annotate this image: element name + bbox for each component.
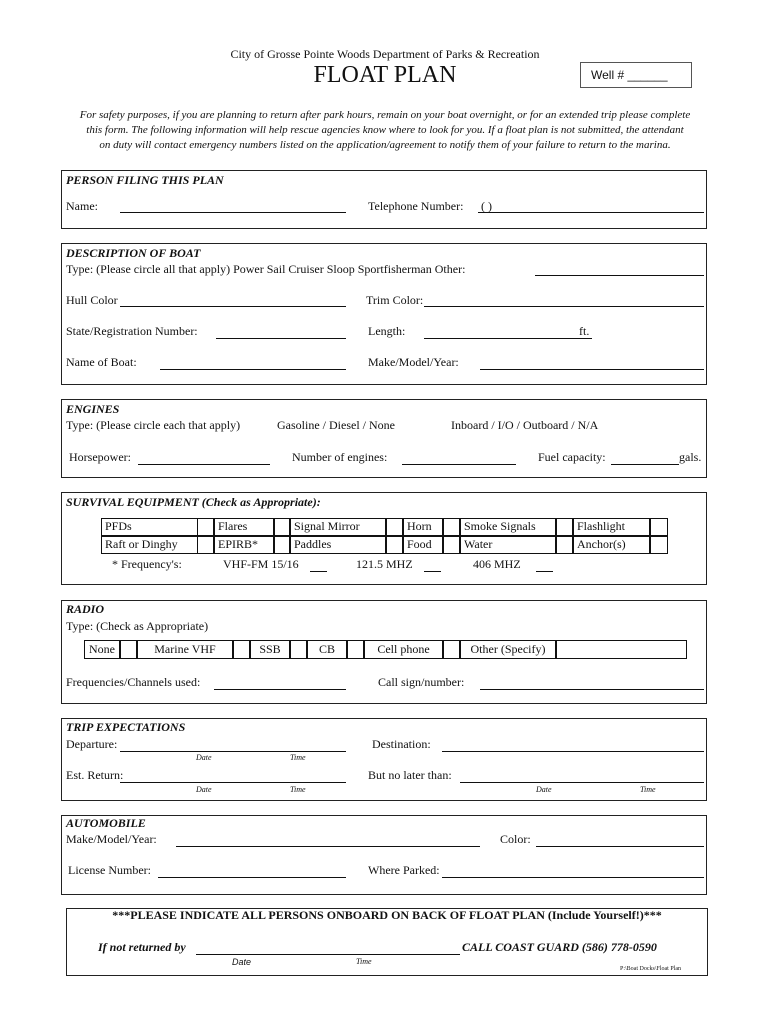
footer-time-caption: Time — [356, 957, 372, 966]
frequency-vhf-check[interactable] — [310, 571, 327, 572]
radio-heading: RADIO — [66, 602, 105, 616]
equipment-label: Paddles — [290, 536, 386, 554]
no-later-than-label: But no later than: — [368, 768, 452, 782]
auto-make-input[interactable] — [176, 846, 480, 847]
make-model-year-input[interactable] — [480, 369, 704, 370]
file-path-text: P:\Boat Docks\Float Plan — [620, 966, 682, 972]
name-input[interactable] — [120, 212, 346, 213]
return-time-caption: Time — [290, 785, 306, 794]
make-model-year-label: Make/Model/Year: — [368, 355, 459, 369]
equipment-checkbox-water[interactable] — [556, 536, 573, 554]
equipment-label: Smoke Signals — [460, 518, 556, 536]
survival-heading: SURVIVAL EQUIPMENT (Check as Appropriate): — [66, 495, 321, 509]
frequency-406-label: 406 MHZ — [473, 557, 521, 571]
engine-count-input[interactable] — [402, 464, 516, 465]
length-input[interactable] — [424, 338, 592, 339]
radio-checkbox-marine-vhf[interactable] — [233, 640, 250, 659]
equipment-checkbox-signal-mirror[interactable] — [386, 518, 403, 536]
length-label: Length: — [368, 324, 406, 338]
radio-option-label: SSB — [250, 640, 290, 659]
equipment-checkbox-paddles[interactable] — [386, 536, 403, 554]
equipment-label: Flares — [214, 518, 274, 536]
boat-type-line: Type: (Please circle all that apply) Power Sail Cruiser Sloop Sportfisherman Other: — [66, 262, 466, 276]
departure-date-caption: Date — [196, 753, 212, 762]
equipment-label: Raft or Dinghy — [101, 536, 214, 554]
frequency-vhf-label: VHF-FM 15/16 — [223, 557, 299, 571]
trim-color-input[interactable] — [424, 306, 704, 307]
equipment-label: Signal Mirror — [290, 518, 386, 536]
coast-guard-contact: CALL COAST GUARD (586) 778-0590 — [462, 940, 657, 954]
radio-option-label: Other (Specify) — [460, 640, 556, 659]
hull-color-input[interactable] — [120, 306, 346, 307]
destination-label: Destination: — [372, 737, 431, 751]
frequency-121-label: 121.5 MHZ — [356, 557, 413, 571]
registration-input[interactable] — [216, 338, 346, 339]
frequencies-label: Frequencies/Channels used: — [66, 675, 201, 689]
equipment-label: Flashlight — [573, 518, 650, 536]
est-return-label: Est. Return: — [66, 768, 124, 782]
equipment-checkbox-anchor[interactable] — [650, 536, 668, 554]
return-date-caption: Date — [196, 785, 212, 794]
frequency-121-check[interactable] — [424, 571, 441, 572]
hull-color-label: Hull Color — [66, 293, 118, 307]
engines-section — [61, 399, 707, 478]
no-later-than-input[interactable] — [460, 782, 704, 783]
equipment-checkbox-flashlight[interactable] — [650, 518, 668, 536]
page-title: FLOAT PLAN — [313, 62, 457, 88]
boat-name-label: Name of Boat: — [66, 355, 137, 369]
engines-heading: ENGINES — [66, 402, 120, 416]
fuel-type-options[interactable]: Gasoline / Diesel / None — [277, 418, 395, 432]
nolater-time-caption: Time — [640, 785, 656, 794]
radio-option-label: Marine VHF — [137, 640, 233, 659]
engine-type-line: Type: (Please circle each that apply) — [66, 418, 241, 432]
equipment-label: Anchor(s) — [573, 536, 650, 554]
equipment-checkbox-flares[interactable] — [274, 518, 290, 536]
intro-text-line-3: on duty will contact emergency numbers listed on the application/agreement to notify them of your failure to return to the marina. — [99, 139, 671, 151]
destination-input[interactable] — [442, 751, 704, 752]
call-sign-label: Call sign/number: — [378, 675, 465, 689]
trim-color-label: Trim Color: — [366, 293, 424, 307]
radio-checkbox-none[interactable] — [120, 640, 137, 659]
license-label: License Number: — [68, 863, 151, 877]
equipment-label: EPIRB* — [214, 536, 274, 554]
ft-label: ft. — [579, 324, 590, 338]
fuel-capacity-label: Fuel capacity: — [538, 450, 606, 464]
equipment-label: PFDs — [101, 518, 214, 536]
telephone-input[interactable] — [478, 212, 704, 213]
departure-label: Departure: — [66, 737, 118, 751]
radio-option-label: CB — [307, 640, 347, 659]
boat-heading: DESCRIPTION OF BOAT — [66, 246, 201, 260]
est-return-input[interactable] — [120, 782, 346, 783]
mount-type-options[interactable]: Inboard / I/O / Outboard / N/A — [451, 418, 599, 432]
horsepower-input[interactable] — [138, 464, 270, 465]
frequency-label: * Frequency's: — [112, 557, 182, 571]
departure-time-caption: Time — [290, 753, 306, 762]
equipment-checkbox-raft[interactable] — [197, 536, 214, 554]
radio-option-label: None — [84, 640, 120, 659]
nolater-date-caption: Date — [536, 785, 552, 794]
telephone-label: Telephone Number: — [368, 199, 464, 213]
intro-text-line-2: this form. The following information will help rescue agencies know where to look for you. If a float plan is not submitted, the attendant — [86, 124, 684, 136]
name-label: Name: — [66, 199, 98, 213]
radio-type-line: Type: (Check as Appropriate) — [66, 619, 209, 633]
radio-checkbox-ssb[interactable] — [290, 640, 307, 659]
gals-label: gals. — [679, 450, 702, 464]
if-not-returned-label: If not returned by — [98, 940, 186, 954]
equipment-checkbox-pfds[interactable] — [197, 518, 214, 536]
fuel-capacity-input[interactable] — [611, 464, 679, 465]
footer-date-caption: Date — [232, 957, 252, 967]
radio-option-label: Cell phone — [364, 640, 443, 659]
equipment-checkbox-food[interactable] — [443, 536, 460, 554]
radio-checkbox-cb[interactable] — [347, 640, 364, 659]
engine-count-label: Number of engines: — [292, 450, 388, 464]
radio-checkbox-cell-phone[interactable] — [443, 640, 460, 659]
equipment-label: Horn — [403, 518, 443, 536]
where-parked-label: Where Parked: — [368, 863, 440, 877]
auto-section — [61, 815, 707, 895]
registration-label: State/Registration Number: — [66, 324, 198, 338]
frequencies-input[interactable] — [214, 689, 346, 690]
equipment-checkbox-smoke-signals[interactable] — [556, 518, 573, 536]
call-sign-input[interactable] — [480, 689, 704, 690]
auto-color-input[interactable] — [536, 846, 704, 847]
telephone-area-code: ( ) — [481, 199, 492, 213]
license-input[interactable] — [158, 877, 346, 878]
equipment-checkbox-epirb[interactable] — [274, 536, 290, 554]
radio-other-input[interactable] — [556, 640, 687, 659]
equipment-checkbox-horn[interactable] — [443, 518, 460, 536]
horsepower-label: Horsepower: — [69, 450, 131, 464]
frequency-406-check[interactable] — [536, 571, 553, 572]
auto-heading: AUTOMOBILE — [66, 816, 146, 830]
auto-color-label: Color: — [500, 832, 531, 846]
where-parked-input[interactable] — [442, 877, 704, 878]
person-heading: PERSON FILING THIS PLAN — [66, 173, 224, 187]
auto-make-label: Make/Model/Year: — [66, 832, 157, 846]
equipment-label: Food — [403, 536, 443, 554]
boat-type-other-input[interactable] — [535, 275, 704, 276]
boat-name-input[interactable] — [160, 369, 346, 370]
intro-text-line-1: For safety purposes, if you are planning to return after park hours, remain on your boat overnight, or for an extended trip please complete — [79, 109, 691, 121]
department-name: City of Grosse Pointe Woods Department of Parks & Recreation — [230, 47, 540, 61]
equipment-label: Water — [460, 536, 556, 554]
persons-onboard-notice: ***PLEASE INDICATE ALL PERSONS ONBOARD ON BACK OF FLOAT PLAN (Include Yourself!)*** — [112, 908, 662, 922]
trip-heading: TRIP EXPECTATIONS — [66, 720, 186, 734]
if-not-returned-input[interactable] — [196, 954, 460, 955]
departure-input[interactable] — [120, 751, 346, 752]
well-number-field[interactable]: Well # ______ — [580, 62, 692, 88]
